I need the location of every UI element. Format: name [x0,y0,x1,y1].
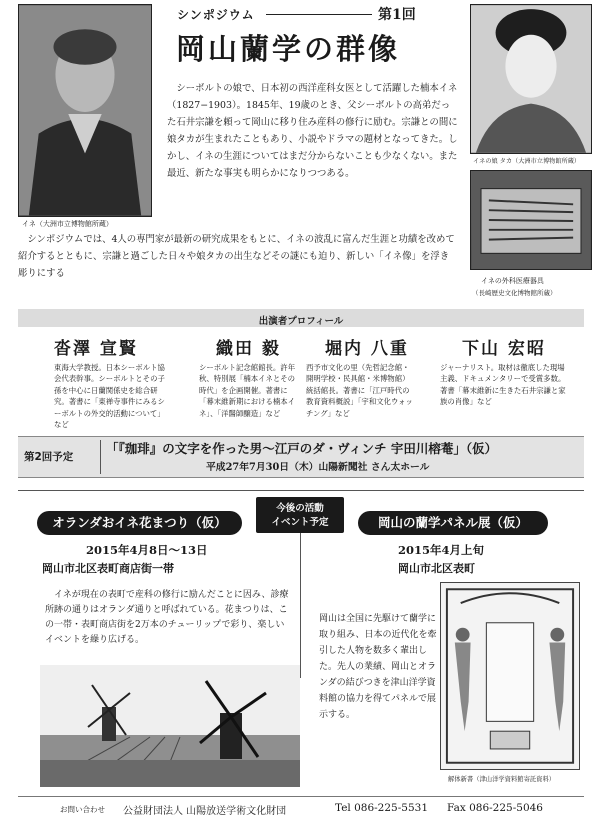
profile-bio: 東海大学教授。日本シーボルト協会代表幹事。シーボルトとその子孫を中心に日蘭関係史を総合研究。著書に「東禅寺事件にみるシーボルトの外交的活動について」など [54,363,165,430]
upcoming-tag-line-1: 今後の活動 [276,503,324,514]
profile-bio: 西予市文化の里（先哲記念館・開明学校・民具館・米博物館）統括館長。著書に「江戸時代の教育資料概説」「宇和文化ウォッチング」など [306,363,413,418]
next-session-details: 平成27年7月30日（木）山陽新聞社 さん太ホール [206,462,430,473]
organization-name: 公益財団法人 山陽放送学術文化財団 [123,806,287,817]
flower-festival-date: 2015年4月8日〜13日 [86,543,208,557]
windmill-tulip-photo [40,665,300,787]
profile-name: 堀内 八重 [325,339,409,359]
flower-festival-place: 岡山市北区表町商店街一帯 [42,562,174,575]
profile-heading: 出演者プロフィール [258,316,344,327]
ine-photo-caption: イネ（大洲市立博物館所蔵） [22,220,113,228]
surgical-tools-icon [471,171,591,269]
anatomy-book-icon [441,583,579,769]
rangaku-panel-tag: 岡山の蘭学パネル展（仮） [358,511,548,535]
profile-bio: シーボルト記念館館長。許年秋、特別展「楠本イネとその時代」を企画開催。著書に「幕末維新期における楠本イネ」、「洋醫師醸造」など [199,363,296,418]
upcoming-tag-line-2: イベント予定 [271,517,329,528]
portrait-icon [19,5,151,216]
footer-tel: Tel 086-225-5531 [335,802,428,814]
next-session-label: 第2回予定 [24,451,74,463]
windmill-icon [40,665,300,787]
footer-rule [18,796,584,797]
profile-name: 下山 宏昭 [462,339,546,359]
session-label: 第1回 [378,7,416,23]
book-caption: 解体新書（津山洋学資料館寄託資料） [448,776,556,783]
kaitai-shinsho-photo [440,582,580,770]
taka-portrait-photo [470,4,592,154]
flower-festival-text: イネが現在の表町で産科の修行に励んだことに因み、診療所跡の通りはオランダ通りと呼ばれている。花まつりは、この一帯・表町商店街を2万本のチューリップで彩り、楽しいイベントを繰り広げる。 [45,590,289,645]
profile-card [54,334,232,359]
next-session-divider [100,440,101,474]
surgical-tools-photo [470,170,592,270]
profile-name: 沓澤 宣賢 [54,339,138,359]
flower-festival-tag: オランダおイネ花まつり（仮） [37,511,242,535]
portrait-icon [471,5,591,153]
events-center-line [300,528,301,678]
taka-photo-caption: イネの娘 タカ（大洲市立博物館所蔵） [473,158,581,165]
tools-caption-2: （長崎歴史文化博物館所蔵） [472,289,557,297]
header-rule [266,14,372,15]
profile-heading-bar [18,309,584,327]
intro-paragraph-1: シーボルトの娘で、日本初の西洋産科女医として活躍した楠本イネ（1827−1903）。1845年、19歳のとき、父シーボルトの高弟だった石井宗謙を頼って岡山に移り住み産科の修行に励む。宗謙との間に娘タカが生まれたこともあり、小説やドラマの題材となってきた。しかし、イネの生涯についてはまだ分からないことも少なくない。また最近、新たな事実も明らかになりつつある。 [167,83,458,179]
tools-caption-1: イネの外科医療器具 [481,277,544,285]
profile-name: 織田 毅 [216,339,281,359]
ine-portrait-photo [18,4,152,217]
page-title: 岡山蘭学の群像 [176,32,401,66]
series-label: シンポジウム [177,8,255,22]
panel-exhibit-text: 岡山は全国に先駆けて蘭学に取り組み、日本の近代化を牽引した人物を数多く輩出した。先人の業績、岡山とオランダの結びつきを津山洋学資料館の協力を得てパネルで展示する。 [319,614,437,720]
next-session-title: 「『珈琲』の文字を作った男〜江戸のダ・ヴィンチ 宇田川榕菴」（仮） [106,441,498,456]
footer-fax: Fax 086-225-5046 [447,802,543,814]
panel-exhibit-place: 岡山市北区表町 [398,562,475,575]
profile-bio: ジャーナリスト。取材は徹底した現場主義、ドキュメンタリーで受賞多数。著書「幕末維新に生きた石井宗謙と家族の肖像」など [440,363,566,407]
panel-exhibit-date: 2015年4月上旬 [398,543,485,557]
upcoming-events-tag [256,497,344,533]
intro-paragraph-2: シンポジウムでは、4人の専門家が最新の研究成果をもとに、イネの波乱に富んだ生涯と功績を改めて紹介するとともに、宗謙と過ごした日々や娘タカの出生などその謎にも迫り、新しい「イネ像」を浮き彫りにする [18,234,455,279]
contact-label: お問い合わせ [60,805,105,814]
